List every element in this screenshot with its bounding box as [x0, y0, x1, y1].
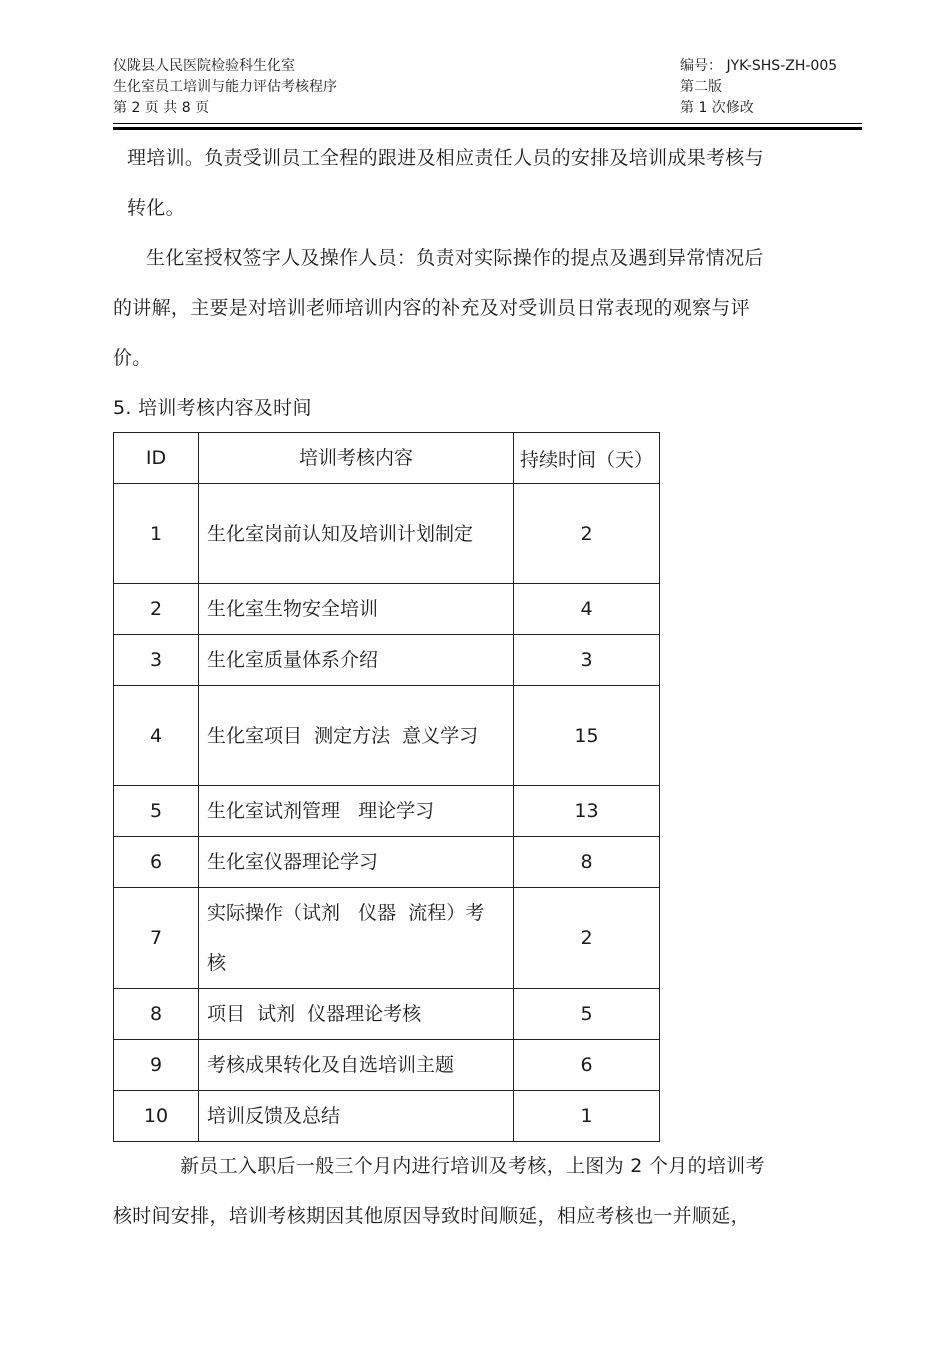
training-schedule-table	[113, 432, 660, 1142]
row-days: 8	[514, 837, 660, 888]
table-row	[114, 786, 660, 837]
table-row	[114, 837, 660, 888]
row-id: 3	[114, 635, 199, 686]
row-content: 培训反馈及总结	[199, 1091, 514, 1142]
edition: 第二版	[680, 79, 722, 95]
row-content-text: 生化室岗前认知及培训计划制定	[207, 522, 474, 545]
table-row	[114, 888, 660, 989]
table-row	[114, 1091, 660, 1142]
row-content-text: 实际操作（试剂 仪器 流程）考核	[207, 902, 485, 974]
row-days: 3	[514, 635, 660, 686]
paragraph-2-line-1: 生化室授权签字人及操作人员：负责对实际操作的提点及遇到异常情况后	[146, 247, 764, 269]
row-content: 生化室生物安全培训	[199, 584, 514, 635]
header-right	[680, 56, 837, 119]
org-name: 仪陇县人民医院检验科生化室	[113, 58, 295, 74]
row-content	[199, 686, 514, 786]
header-id: ID	[114, 433, 199, 484]
row-days: 6	[514, 1040, 660, 1091]
row-days: 1	[514, 1091, 660, 1142]
header-content: 培训考核内容	[199, 433, 514, 484]
row-id: 5	[114, 786, 199, 837]
page-info: 第 2 页 共 8 页	[113, 100, 210, 116]
row-id: 7	[114, 888, 199, 989]
row-id: 4	[114, 686, 199, 786]
table-row	[114, 1040, 660, 1091]
paragraph-2-line-2: 的讲解，主要是对培训老师培训内容的补充及对受训员日常表现的观察与评	[113, 297, 750, 319]
row-content	[199, 484, 514, 584]
row-days: 2	[514, 484, 660, 584]
row-id: 2	[114, 584, 199, 635]
table-row	[114, 484, 660, 584]
row-id: 10	[114, 1091, 199, 1142]
paragraph-1-line-1: 理培训。负责受训员工全程的跟进及相应责任人员的安排及培训成果考核与	[127, 147, 764, 169]
paragraph-2-line-3: 价。	[113, 347, 152, 369]
section-title: 5. 培训考核内容及时间	[113, 397, 312, 419]
table-header-row	[114, 433, 660, 484]
document-number: 编号： JYK-SHS-ZH-005	[680, 58, 838, 74]
row-days: 2	[514, 888, 660, 989]
header-days: 持续时间（天）	[514, 433, 660, 484]
row-content	[199, 888, 514, 989]
row-id: 8	[114, 989, 199, 1040]
header-rule-thin	[113, 123, 862, 124]
header-left	[113, 56, 337, 119]
paragraph-3-line-1: 新员工入职后一般三个月内进行培训及考核，上图为 2 个月的培训考	[180, 1155, 765, 1177]
revision: 第 1 次修改	[680, 100, 754, 116]
row-content-text: 生化室项目 测定方法 意义学习	[207, 724, 479, 747]
row-days: 4	[514, 584, 660, 635]
table-row	[114, 635, 660, 686]
row-id: 9	[114, 1040, 199, 1091]
table-row	[114, 584, 660, 635]
row-content: 项目 试剂 仪器理论考核	[199, 989, 514, 1040]
header-rule-thick	[113, 127, 862, 130]
table-row	[114, 686, 660, 786]
paragraph-3-line-2: 核时间安排，培训考核期因其他原因导致时间顺延，相应考核也一并顺延，	[113, 1205, 750, 1227]
row-content: 生化室质量体系介绍	[199, 635, 514, 686]
row-content: 考核成果转化及自选培训主题	[199, 1040, 514, 1091]
row-days: 13	[514, 786, 660, 837]
row-days: 15	[514, 686, 660, 786]
paragraph-1-line-2: 转化。	[127, 197, 185, 219]
table-row	[114, 989, 660, 1040]
row-content: 生化室仪器理论学习	[199, 837, 514, 888]
row-days: 5	[514, 989, 660, 1040]
document-title: 生化室员工培训与能力评估考核程序	[113, 79, 337, 95]
row-id: 1	[114, 484, 199, 584]
row-id: 6	[114, 837, 199, 888]
row-content: 生化室试剂管理 理论学习	[199, 786, 514, 837]
